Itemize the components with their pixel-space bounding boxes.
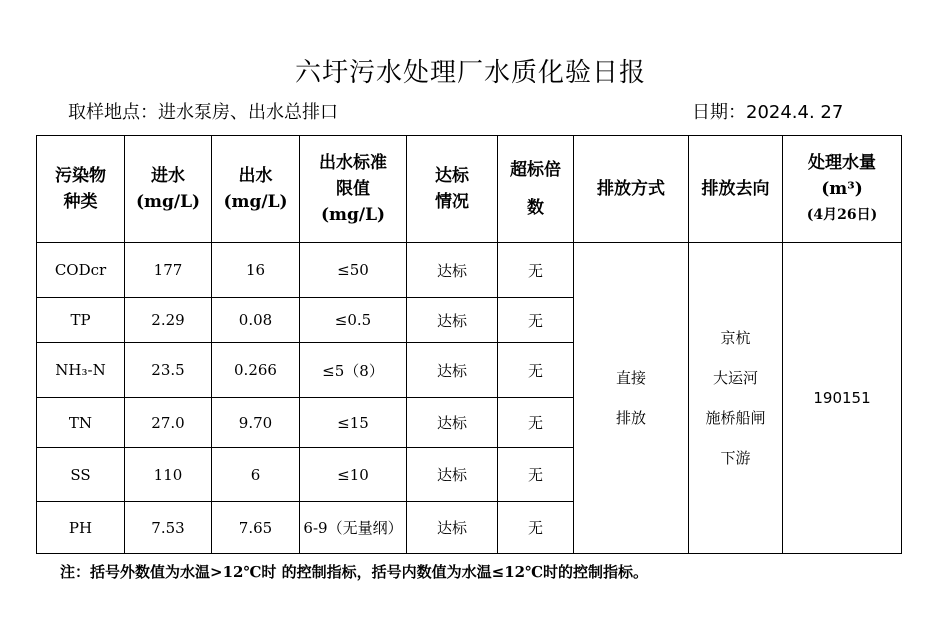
outlet-value: 6 [212,448,300,502]
table-row [37,243,902,298]
inlet-value: 7.53 [125,502,212,554]
sampling-location: 取样地点：进水泵房、出水总排口 [68,102,338,123]
exceed-value: 无 [498,398,574,448]
header-limit: 出水标准 限值 (mg/L) [300,136,407,243]
outlet-value: 0.266 [212,343,300,398]
report-date: 日期：2024.4. 27 [692,102,844,123]
header-outlet: 出水 (mg/L) [212,136,300,243]
limit-value: ≤15 [300,398,407,448]
pollutant-name: TP [37,298,125,343]
outlet-value: 0.08 [212,298,300,343]
report-title: 六圩污水处理厂水质化验日报 [294,58,646,88]
header-pollutant: 污染物 种类 [37,136,125,243]
compliance-value: 达标 [407,398,498,448]
header-inlet: 进水 (mg/L) [125,136,212,243]
inlet-value: 27.0 [125,398,212,448]
header-row [37,136,902,243]
compliance-value: 达标 [407,243,498,298]
discharge-destination-cell: 京杭 大运河 施桥船闸 下游 [689,243,783,554]
outlet-value: 7.65 [212,502,300,554]
compliance-value: 达标 [407,298,498,343]
inlet-value: 110 [125,448,212,502]
outlet-value: 9.70 [212,398,300,448]
pollutant-name: NH₃-N [37,343,125,398]
header-exceed: 超标倍 数 [498,136,574,243]
exceed-value: 无 [498,343,574,398]
header-discharge-destination: 排放去向 [689,136,783,243]
limit-value: 6-9（无量纲） [300,502,407,554]
inlet-value: 2.29 [125,298,212,343]
exceed-value: 无 [498,448,574,502]
exceed-value: 无 [498,298,574,343]
compliance-value: 达标 [407,448,498,502]
limit-value: ≤5（8） [300,343,407,398]
exceed-value: 无 [498,502,574,554]
pollutant-name: CODcr [37,243,125,298]
inlet-value: 23.5 [125,343,212,398]
limit-value: ≤10 [300,448,407,502]
water-quality-table [36,135,902,554]
compliance-value: 达标 [407,502,498,554]
limit-value: ≤50 [300,243,407,298]
treated-volume-cell: 190151 [783,243,902,554]
header-discharge-method: 排放方式 [574,136,689,243]
pollutant-name: TN [37,398,125,448]
pollutant-name: PH [37,502,125,554]
inlet-value: 177 [125,243,212,298]
header-volume: 处理水量 (m³) (4月26日) [783,136,902,243]
compliance-value: 达标 [407,343,498,398]
footnote: 注：括号外数值为水温>12℃时 的控制指标，括号内数值为水温≤12℃时的控制指标。 [60,563,649,581]
pollutant-name: SS [37,448,125,502]
header-compliance: 达标 情况 [407,136,498,243]
outlet-value: 16 [212,243,300,298]
limit-value: ≤0.5 [300,298,407,343]
discharge-method-cell: 直接 排放 [574,243,689,554]
exceed-value: 无 [498,243,574,298]
